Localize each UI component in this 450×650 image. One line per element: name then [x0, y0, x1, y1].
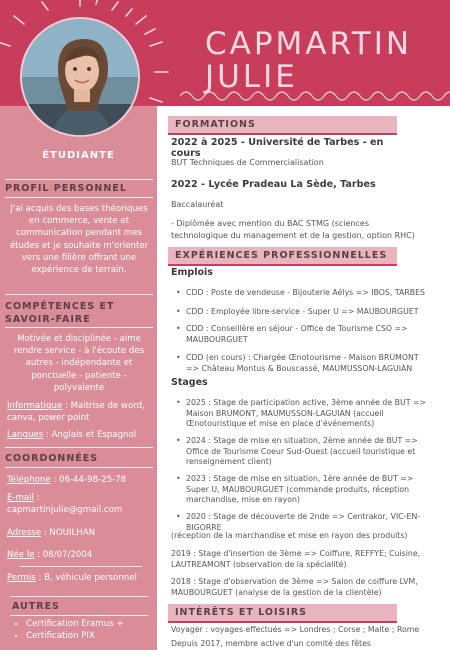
- first-name: JULIE: [205, 59, 298, 95]
- candidate-name: [205, 28, 412, 94]
- telephone-value: : 06-44-98-25-78: [50, 475, 127, 485]
- telephone-line: [7, 474, 155, 486]
- profile-photo: [20, 17, 140, 137]
- email-separator: :: [33, 493, 40, 503]
- divider: [5, 294, 153, 295]
- telephone-label: Téléphone: [7, 475, 51, 485]
- interets-heading: INTÉRÊTS ET LOISIRS: [168, 604, 397, 621]
- informatique-label: Informatique: [7, 401, 63, 411]
- list-item: • 2024 : Stage de mise en situation, 2ème année de BUT => Office de Tourisme Coeur Sud-Ouest (accueil touristique et renseignement client): [176, 436, 426, 468]
- email-value[interactable]: capmartinjulie@gmail.com: [7, 505, 123, 515]
- wave-decoration: [180, 88, 450, 102]
- adresse-label: Adresse: [7, 528, 42, 538]
- naissance-label: Née le: [7, 550, 35, 560]
- competences-text: Motivée et disciplinée - aime rendre service - à l'écoute des autres - indépendante et ponctuelle - patiente - polyvalente: [13, 334, 145, 393]
- list-item: • Certification PIX: [26, 630, 154, 642]
- formation-2-text: Baccalauréat: [171, 200, 224, 209]
- formations-heading: FORMATIONS: [168, 116, 397, 133]
- langues-line: [7, 429, 155, 441]
- divider: [10, 615, 148, 616]
- list-item: • Certification Eramus +: [26, 618, 154, 630]
- heading-underline: [168, 621, 397, 623]
- list-item: 2019 : Stage d'insertion de 3ème => Coiffure, REFFYE; Cuisine, LAUTREAMONT (observation de la spécialité): [171, 549, 421, 569]
- informatique-line: [7, 400, 155, 424]
- divider: [5, 327, 153, 328]
- list-item: • CDD (en cours) : Chargée Œnotourisme - Maison BRUMONT => Château Montus & Bouscassé, MAUMUSSON-LAGUIAN: [176, 353, 426, 374]
- divider: [5, 197, 153, 198]
- profil-heading: PROFIL PERSONNEL: [5, 183, 127, 194]
- langues-value: : Anglais et Espagnol: [43, 430, 137, 440]
- experiences-heading: EXPÉRIENCES PROFESSIONNELLES: [168, 247, 397, 264]
- divider: [5, 467, 153, 468]
- adresse-value: : NOUILHAN: [41, 528, 95, 538]
- list-item: • 2025 : Stage de participation active, 3ème année de BUT => Maison BRUMONT, MAUMUSSON-LAGUIAN (accueil Œnotouristique et mise en place d'événements): [176, 398, 426, 430]
- adresse-line: [7, 527, 155, 539]
- stages-heading: Stages: [171, 377, 208, 388]
- email-line[interactable]: [7, 492, 155, 516]
- interets-line-1: Voyager : voyages effectués => Londres ; Corse ; Malte ; Rome: [171, 625, 420, 634]
- last-name: CAPMARTIN: [205, 26, 413, 62]
- interets-line-2: Depuis 2017, membre active d'un comité des fêtes: [171, 639, 371, 648]
- formation-1-title: 2022 à 2025 - Université de Tarbes - en cours: [171, 137, 384, 159]
- autres-heading: AUTRES: [12, 601, 60, 612]
- informatique-value: : Maitrise de word, canva, power point: [7, 401, 145, 423]
- list-item: • CDD : Poste de vendeuse - Bijouterie Aélys => IBOS, TARBES: [176, 288, 426, 299]
- formation-2-detail: - Diplômée avec mention du BAC STMG (sciences technologique du management et de la gestion, option RHC): [171, 219, 415, 240]
- naissance-line: [7, 549, 155, 561]
- divider: [5, 179, 153, 180]
- permis-line: [7, 572, 155, 584]
- list-item: • CDD : Employée libre-service - Super U => MAUBOURGUET: [176, 307, 426, 318]
- heading-underline: [168, 133, 397, 135]
- formation-1-text: BUT Techniques de Commercialisation: [171, 158, 324, 167]
- permis-label: Permis: [7, 573, 36, 583]
- stage-detail: (réception de la marchandise et mise en rayon des produits): [171, 531, 408, 540]
- divider: [5, 447, 153, 448]
- divider: [10, 596, 148, 597]
- naissance-value: : 08/07/2004: [34, 550, 93, 560]
- heading-underline: [168, 264, 397, 266]
- langues-label: Langues: [7, 430, 44, 440]
- status-label: ÉTUDIANTE: [42, 150, 115, 161]
- emplois-heading: Emplois: [171, 267, 213, 278]
- competences-heading: COMPÉTENCES ET SAVOIR-FAIRE: [5, 301, 115, 325]
- list-item: • 2020 : Stage de découverte de 2nde => Centrakor, VIC-EN-BIGORRE: [176, 512, 426, 533]
- permis-value: : B, véhicule personnel: [35, 573, 137, 583]
- formation-2-title: 2022 - Lycée Pradeau La Sède, Tarbes: [171, 179, 376, 190]
- portrait-image: [22, 19, 140, 137]
- list-item: • CDD : Conseillère en séjour - Office de Tourisme CSO => MAUBOURGUET: [176, 324, 426, 345]
- divider: [20, 566, 142, 567]
- list-item: 2018 : Stage d'observation de 3ème => Salon de coiffure LVM, MAUBOURGUET (analyse de la gestion de la clientèle): [171, 577, 418, 597]
- coordonnees-heading: COORDONNÉES: [5, 453, 99, 464]
- autres-list: [16, 618, 154, 642]
- email-label: E-mail: [7, 493, 34, 503]
- list-item: • 2023 : Stage de mise en situation, 1ère année de BUT => Super U, MAUBOURGUET (commande produits, réception marchandise, mise en rayon): [176, 474, 426, 506]
- profil-text: J'ai acquis des bases théoriques en commerce, vente et communication pendant mes études et je souhaite m'orienter vers une filière offrant une expérience de terrain.: [9, 204, 149, 276]
